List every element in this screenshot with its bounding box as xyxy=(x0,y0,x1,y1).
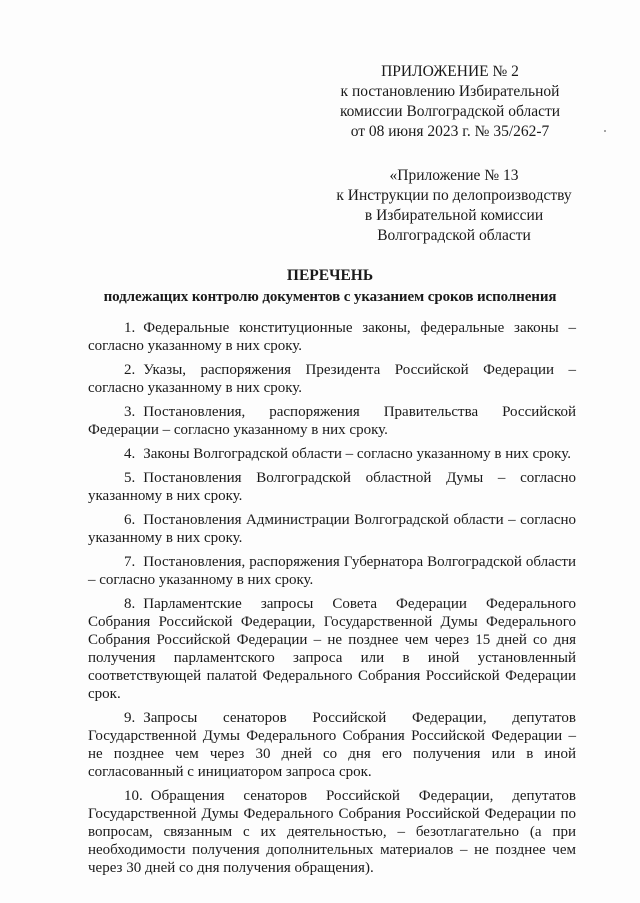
item-number: 7. xyxy=(124,554,136,570)
item-number: 8. xyxy=(124,596,136,612)
list-item xyxy=(88,553,576,589)
item-text: Федеральные конституционные законы, федеральные законы – согласно указанному в них сроку. xyxy=(88,320,576,354)
item-number: 9. xyxy=(124,710,136,726)
list-item xyxy=(88,595,576,703)
item-number: 4. xyxy=(124,446,136,462)
list-item xyxy=(88,361,576,397)
appendix-2-line: комиссии Волгоградской области xyxy=(339,103,561,120)
item-number: 2. xyxy=(124,362,136,378)
scan-dot xyxy=(604,130,606,132)
item-number: 1. xyxy=(124,320,136,336)
appendix-13-line: Волгоградской области xyxy=(377,227,531,244)
appendix-2-line: к постановлению Избирательной xyxy=(340,83,560,100)
appendix-13-line: в Избирательной комиссии xyxy=(364,207,544,224)
document-title: ПЕРЕЧЕНЬ xyxy=(286,267,374,284)
list-item xyxy=(88,319,576,355)
item-text: Постановления Волгоградской областной Думы – согласно указанному в них сроку. xyxy=(88,470,576,504)
item-text: Постановления, распоряжения Губернатора Волгоградской области – согласно указанному в них сроку. xyxy=(88,554,576,588)
items-list xyxy=(88,319,576,883)
list-item xyxy=(88,445,576,463)
appendix-2-header xyxy=(330,62,570,142)
item-text: Парламентские запросы Совета Федерации Федерального Собрания Российской Федерации, Государственной Думы Федерального Собрания Российской Федерации – не позднее чем через 15 дней со дня получения парламентского запроса или в иной установленный соответствующей палатой Федерального Собрания Российской Федерации срок. xyxy=(88,596,576,702)
item-number: 3. xyxy=(124,404,136,420)
list-item xyxy=(88,403,576,439)
item-number: 5. xyxy=(124,470,136,486)
list-item xyxy=(88,469,576,505)
item-text: Запросы сенаторов Российской Федерации, депутатов Государственной Думы Федерального Собрания Российской Федерации – не позднее чем через 30 дней со дня его получения или в иной согласованный с инициатором запроса срок. xyxy=(88,710,576,780)
appendix-13-header xyxy=(330,166,578,246)
list-item xyxy=(88,511,576,547)
appendix-13-title: «Приложение № 13 xyxy=(389,167,519,184)
item-number: 10. xyxy=(124,788,143,804)
appendix-2-title: ПРИЛОЖЕНИЕ № 2 xyxy=(381,63,519,80)
item-text: Указы, распоряжения Президента Российской Федерации – согласно указанному в них сроку. xyxy=(88,362,576,396)
list-item xyxy=(88,787,576,877)
document-subtitle: подлежащих контролю документов с указанием сроков исполнения xyxy=(103,289,557,305)
list-item xyxy=(88,709,576,781)
item-text: Постановления Администрации Волгоградской области – согласно указанному в них сроку. xyxy=(88,512,576,546)
item-text: Обращения сенаторов Российской Федерации, депутатов Государственной Думы Федерального Собрания Российской Федерации по вопросам, связанным с их деятельностью, – безотлагательно (а при необходимости получения дополнительных материалов – не позднее чем через 30 дней со дня получения обращения). xyxy=(88,788,576,876)
item-number: 6. xyxy=(124,512,136,528)
appendix-2-date: от 08 июня 2023 г. № 35/262-7 xyxy=(350,123,550,140)
item-text: Постановления, распоряжения Правительства Российской Федерации – согласно указанному в них сроку. xyxy=(88,404,576,438)
appendix-13-line: к Инструкции по делопроизводству xyxy=(336,187,572,204)
item-text: Законы Волгоградской области – согласно указанному в них сроку. xyxy=(143,446,571,462)
